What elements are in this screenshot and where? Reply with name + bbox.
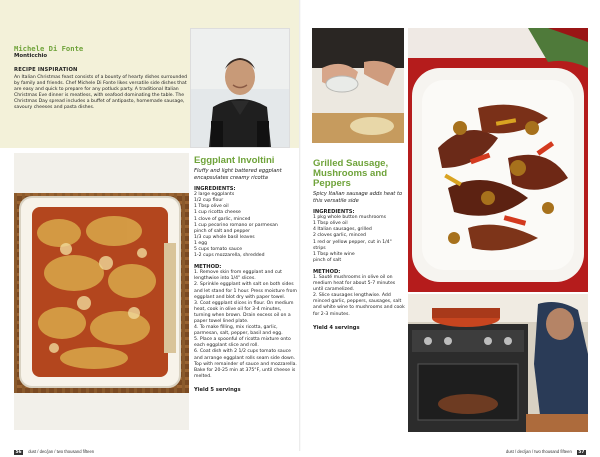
list-item: 1 Tbsp white wine <box>313 251 355 257</box>
eggplant-subtitle: Fluffy and light battered eggplant encapsulates creamy ricotta <box>194 168 282 181</box>
sausage-ingredients-heading: INGREDIENTS: <box>313 209 355 216</box>
list-item: 4 Italian sausages, grilled <box>313 227 372 233</box>
page-number: 56 <box>15 450 22 455</box>
list-item: 1 egg <box>194 240 208 246</box>
preparation-photo <box>312 28 404 143</box>
chef-name: Michele Di Fonte <box>14 44 84 53</box>
list-item: 1 cup ricotta cheese <box>194 210 241 216</box>
list-item: 2 large eggplants <box>194 192 235 198</box>
list-item: 1 Tbsp olive oil <box>194 204 229 210</box>
right-footer <box>506 438 586 457</box>
list-item: 1 red or yellow pepper, cut in 1/4" strips <box>313 239 392 251</box>
sausage-recipe <box>313 159 405 331</box>
sausage-ingredient-list <box>313 215 405 264</box>
eggplant-method-list <box>194 270 298 380</box>
list-item: pinch of salt <box>313 257 342 263</box>
eggplant-method-heading: METHOD: <box>194 264 222 271</box>
sausage-method-list <box>313 275 405 318</box>
sausage-method-heading: METHOD: <box>313 268 341 275</box>
list-item: 2. Slice sausages lengthwise. Add minced garlic, peppers, sausages, salt and white wine to mushrooms and cook for 2-3 minutes. <box>313 293 405 317</box>
list-item: 1. Sauté mushrooms in olive oil on medium heat for about 5-7 minutes until caramelized. <box>313 274 396 293</box>
sausage-subtitle: Spicy Italian sausage adds heat to this versatile side <box>313 191 403 204</box>
footer-text: dust / dec/jan / two thousand fifteen <box>505 449 572 454</box>
eggplant-yield: Yield 5 servings <box>194 386 241 393</box>
page-fold <box>299 0 301 451</box>
chef-photo <box>190 28 290 148</box>
list-item: 1/3 cup whole basil leaves <box>194 234 255 240</box>
list-item: 1. Remove skin from eggplant and cut lengthwise into 1/4" slices. <box>194 270 282 282</box>
eggplant-ingredients-heading: INGREDIENTS: <box>194 186 236 193</box>
list-item: 1 pkg whole button mushrooms <box>313 215 386 221</box>
list-item: 3. Coat eggplant slices in flour. On medium heat, cook in olive oil for 3-4 minutes, turning when brown. Drain excess oil on a paper towel lined plate. <box>194 300 294 324</box>
inspiration-heading: RECIPE INSPIRATION <box>14 67 78 73</box>
eggplant-involtini-photo <box>14 153 189 430</box>
sausage-yield: Yield 4 servings <box>313 324 360 331</box>
footer-text: dust / dec/jan / two thousand fifteen <box>28 449 95 454</box>
list-item: 4. To make filling, mix ricotta, garlic, parmesan, salt, pepper, basil and egg. <box>194 325 283 337</box>
sausage-title: Grilled Sausage, Mushrooms and Peppers <box>313 158 389 189</box>
cooking-photo <box>408 294 588 432</box>
inspiration-text: An Italian Christmas feast consists of a bounty of hearty dishes surrounded by family and friends. Chef Michele Di Fonte likes versatile side dishes that are easy and quick to prepare for any potluck party. A traditional Italian Christmas Eve dinner is meatless, with seafood dominating the table. The Christmas Day spread includes a buffet of antipasto, homemade sausage, savoury cheeses and pasta dishes. <box>14 75 188 111</box>
list-item: 2 cloves garlic, minced <box>313 233 366 239</box>
list-item: 5. Place a spoonful of ricotta mixture onto each eggplant slice and roll. <box>194 337 291 349</box>
eggplant-recipe <box>194 156 298 393</box>
eggplant-ingredient-list <box>194 192 298 259</box>
sausage-dish-photo <box>408 28 588 292</box>
list-item: 1-2 cups mozzarella, shredded <box>194 253 265 259</box>
list-item: 1 clove of garlic, minced <box>194 216 251 222</box>
page-number: 57 <box>578 450 585 455</box>
list-item: 1 Tbsp olive oil <box>313 221 348 227</box>
eggplant-title: Eggplant Involtini <box>194 155 275 166</box>
list-item: 1 cup pecorino romano or parmesan <box>194 222 278 228</box>
left-footer <box>14 438 94 457</box>
list-item: 5 cups tomato sauce <box>194 247 243 253</box>
list-item: 2. Sprinkle eggplant with salt on both sides and let stand for 1 hour. Press moisture from eggplant and blot dry with paper towel. <box>194 282 297 300</box>
list-item: 1/2 cup flour <box>194 198 224 204</box>
list-item: pinch of salt and pepper <box>194 228 251 234</box>
list-item: 6. Coat dish with 2 1/2 cups tomato sauce and arrange eggplant rolls seam side down. Top with remainder of sauce and mozzarella. Bake for 20-25 min at 375°F, until cheese is melted. <box>194 349 297 379</box>
chef-location: Monticchio <box>14 53 48 59</box>
